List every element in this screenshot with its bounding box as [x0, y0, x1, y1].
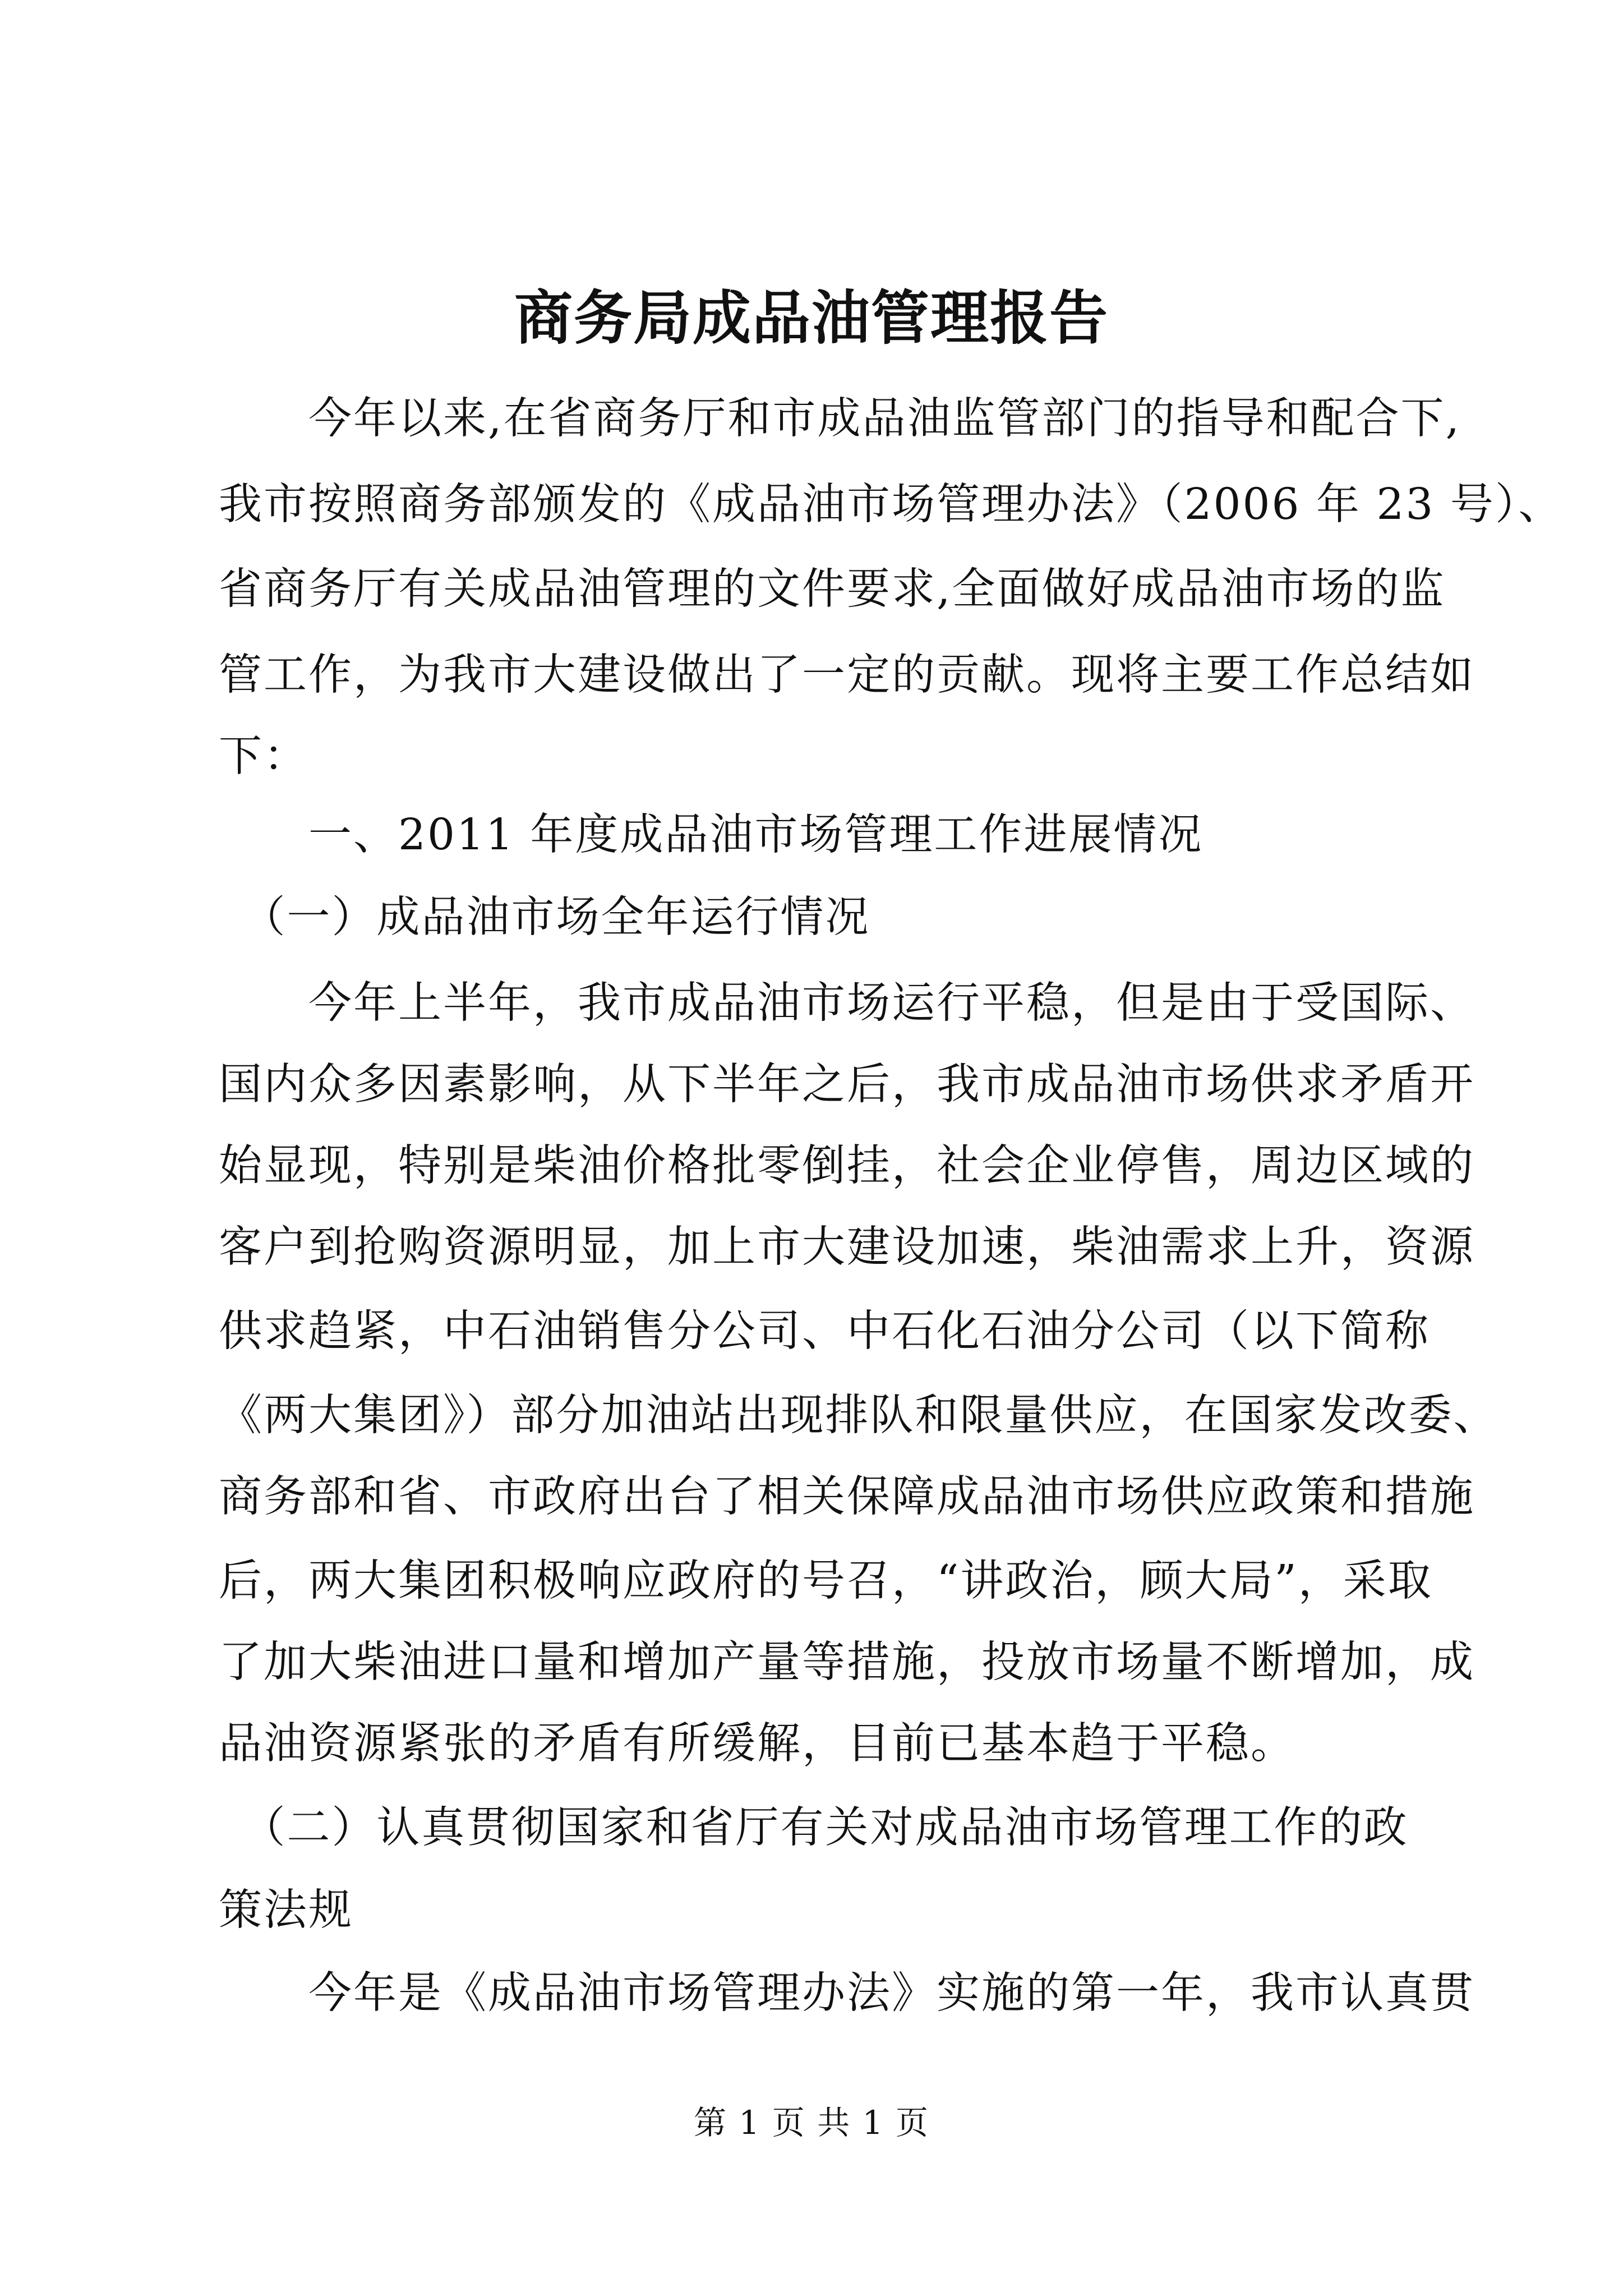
body-line: 国内众多因素影响，从下半年之后，我市成品油市场供求矛盾开 [219, 1060, 1475, 1110]
body-line: 省商务厅有关成品油管理的文件要求,全面做好成品油市场的监 [219, 564, 1446, 614]
document-title: 商务局成品油管理报告 [514, 283, 1109, 352]
body-line: 《两大集团》）部分加油站出现排队和限量供应，在国家发改委、 [219, 1391, 1498, 1441]
page-footer: 第 1 页 共 1 页 [694, 2104, 929, 2142]
body-line: 客户到抢购资源明显，加上市大建设加速，柴油需求上升，资源 [219, 1222, 1475, 1272]
body-line: 始显现，特别是柴油价格批零倒挂，社会企业停售，周边区域的 [219, 1141, 1475, 1191]
subsection-heading: （二）认真贯彻国家和省厅有关对成品油市场管理工作的政 [219, 1803, 1409, 1853]
section-heading: 一、2011 年度成品油市场管理工作进展情况 [219, 810, 1204, 860]
body-line: 今年以来,在省商务厅和市成品油监管部门的指导和配合下, [219, 394, 1461, 444]
body-line: 商务部和省、市政府出台了相关保障成品油市场供应政策和措施 [219, 1472, 1475, 1522]
body-line: 供求趋紧，中石油销售分公司、中石化石油分公司（以下简称 [219, 1306, 1430, 1356]
body-line: 了加大柴油进口量和增加产量等措施，投放市场量不断增加，成 [219, 1637, 1475, 1687]
body-line: 我市按照商务部颁发的《成品油市场管理办法》（2006 年 23 号）、 [219, 480, 1564, 530]
body-line: 今年上半年，我市成品油市场运行平稳，但是由于受国际、 [219, 978, 1475, 1028]
body-line: 品油资源紧张的矛盾有所缓解，目前已基本趋于平稳。 [219, 1719, 1295, 1769]
body-line: 管工作，为我市大建设做出了一定的贡献。现将主要工作总结如 [219, 650, 1475, 700]
subsection-heading: （一）成品油市场全年运行情况 [219, 892, 870, 942]
body-line: 策法规 [219, 1885, 353, 1935]
body-line: 下： [219, 731, 308, 781]
body-line: 后，两大集团积极响应政府的号召，“讲政治，顾大局”，采取 [219, 1556, 1433, 1606]
body-line: 今年是《成品油市场管理办法》实施的第一年，我市认真贯 [219, 1968, 1475, 2018]
